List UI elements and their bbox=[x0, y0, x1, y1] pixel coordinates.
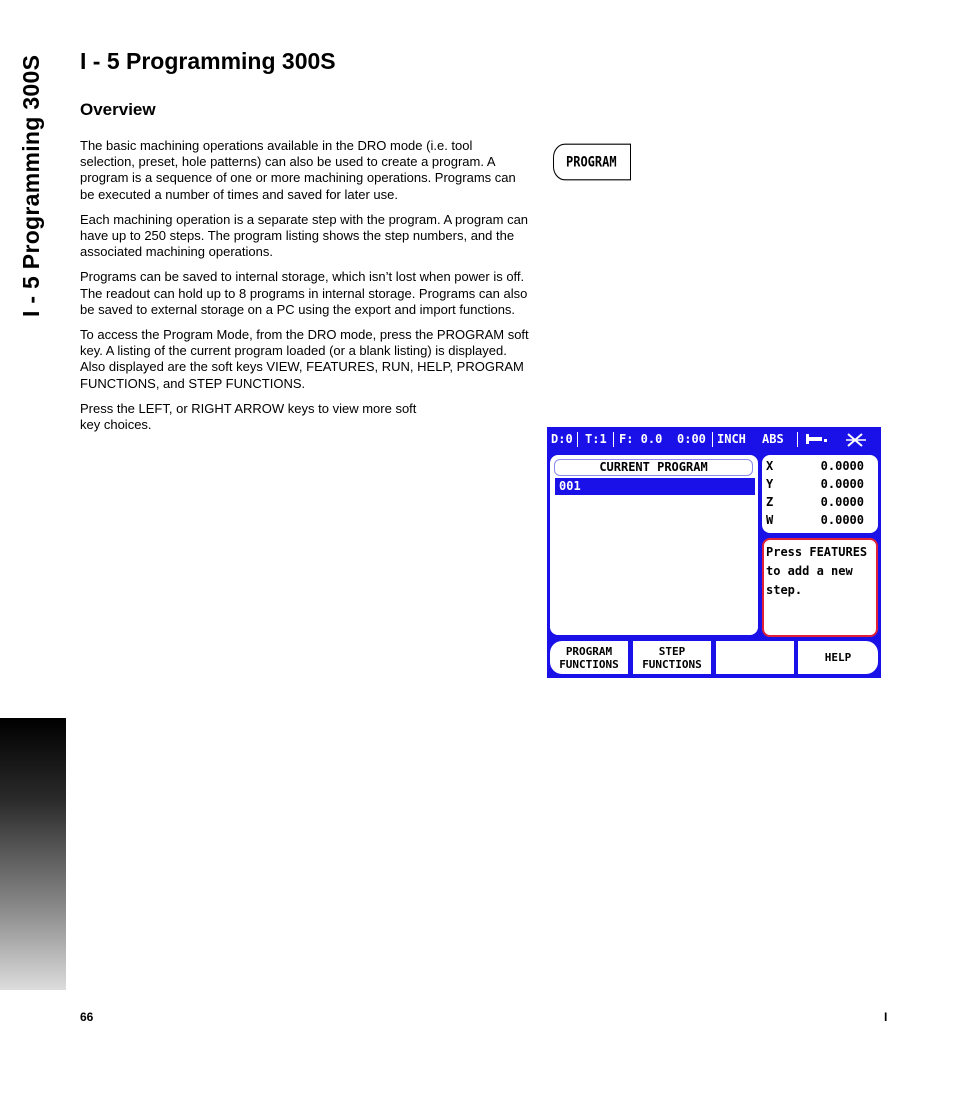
paragraph-1: The basic machining operations available in the DRO mode (i.e. tool selection, preset, hole patterns) can also be used to create a program. A program is a sequence of one or more machining operations. Programs can be executed a number of times and saved for later use. bbox=[80, 138, 516, 202]
status-mode: ABS bbox=[762, 432, 784, 446]
instruction-message-panel bbox=[762, 538, 878, 637]
blank-softkey[interactable] bbox=[716, 641, 794, 674]
status-feed: F: 0.0 bbox=[619, 432, 663, 446]
axis-label: Y bbox=[766, 477, 774, 491]
paragraph-3: Programs can be saved to internal storage, which isn’t lost when power is off. The readout can hold up to 8 programs in internal storage. Programs can also be saved to external storage on a PC using the export and import functions. bbox=[80, 269, 528, 317]
step-functions-softkey[interactable] bbox=[633, 641, 711, 674]
cancel-icon bbox=[845, 432, 867, 451]
side-gradient-bar bbox=[0, 718, 66, 990]
message-line: step. bbox=[766, 583, 803, 597]
program-softkey-illustration: PROGRAM bbox=[553, 144, 631, 181]
axis-row-w bbox=[766, 511, 874, 529]
paragraph-2: Each machining operation is a separate step with the program. A program can have up to 250 steps. The program listing shows the step numbers, and the associated machining operations. bbox=[80, 211, 529, 260]
status-separator bbox=[712, 432, 713, 447]
chapter-letter: I bbox=[884, 1010, 888, 1024]
status-time: 0:00 bbox=[677, 432, 706, 446]
help-softkey[interactable]: HELP bbox=[798, 641, 878, 674]
status-separator bbox=[613, 432, 614, 447]
program-listing-panel bbox=[550, 455, 758, 635]
status-tool: T:1 bbox=[585, 432, 607, 446]
axis-value: 0.0000 bbox=[820, 495, 864, 509]
message-line: to add a new bbox=[766, 564, 853, 578]
softkey-label: PROGRAM bbox=[565, 644, 613, 658]
axis-readout-panel bbox=[762, 455, 878, 533]
axis-value: 0.0000 bbox=[820, 513, 864, 527]
axis-label: W bbox=[766, 513, 774, 527]
tool-holder-icon bbox=[805, 431, 829, 450]
status-units: INCH bbox=[717, 432, 746, 446]
status-separator bbox=[797, 432, 798, 447]
softkey-label: STEP bbox=[658, 644, 686, 658]
axis-label: X bbox=[766, 459, 774, 473]
body-text bbox=[80, 138, 530, 442]
message-line: Press FEATURES bbox=[766, 545, 868, 559]
dro-screen bbox=[547, 427, 881, 678]
softkey-label: FUNCTIONS bbox=[559, 657, 619, 671]
softkey-label: FUNCTIONS bbox=[642, 657, 702, 671]
chapter-title: I - 5 Programming 300S bbox=[80, 48, 336, 74]
paragraph-5: Press the LEFT, or RIGHT ARROW keys to view more soft key choices. bbox=[80, 400, 417, 433]
status-datum: D:0 bbox=[551, 432, 573, 446]
axis-value: 0.0000 bbox=[820, 477, 864, 491]
program-listing-title: CURRENT PROGRAM bbox=[554, 459, 753, 476]
axis-label: Z bbox=[766, 495, 774, 509]
axis-row-z bbox=[766, 493, 874, 511]
status-separator bbox=[577, 432, 578, 447]
section-title: Overview bbox=[80, 100, 156, 119]
page-number: 66 bbox=[80, 1010, 94, 1024]
side-tab-title: I - 5 Programming 300S bbox=[18, 55, 44, 318]
axis-row-x bbox=[766, 457, 874, 475]
status-bar bbox=[547, 427, 881, 453]
axis-value: 0.0000 bbox=[820, 459, 864, 473]
program-listing-row[interactable]: 001 bbox=[555, 478, 755, 495]
paragraph-4: To access the Program Mode, from the DRO mode, press the PROGRAM soft key. A listing of the current program loaded (or a blank listing) is displayed. Also displayed are the soft keys VIEW, FEATURES, RUN, HELP, PROGRAM FUNCTIONS, and STEP FUNCTIONS. bbox=[80, 327, 529, 391]
program-functions-softkey[interactable] bbox=[550, 641, 628, 674]
axis-row-y bbox=[766, 475, 874, 493]
